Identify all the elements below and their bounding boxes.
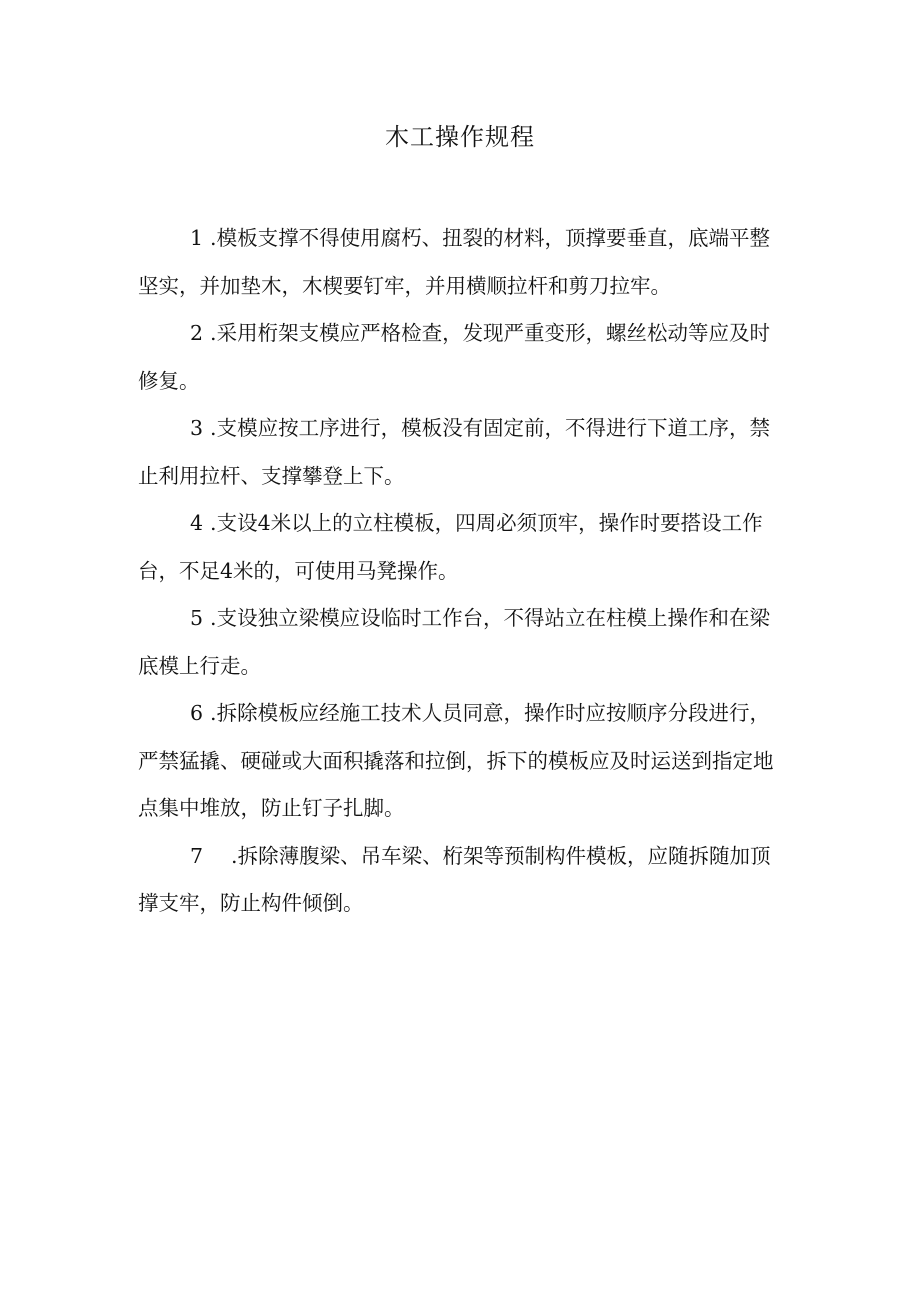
rule-item-4 [138,500,788,595]
rule-number: 7 [190,843,204,868]
rule-item-6 [138,690,788,833]
rule-number: 2 [190,321,204,345]
rule-text: .拆除模板应经施工技术人员同意，操作时应按顺序分段进行，严禁猛撬、硬碰或大面积撬落和拉倒，拆下的模板应及时运送到指定地点集中堆放，防止钉子扎脚。 [138,701,774,820]
rule-item-5 [138,595,788,690]
rule-number: 3 [190,416,204,440]
rule-number: 4 [190,511,204,535]
document-title: 木工操作规程 [385,123,535,151]
rule-item-1 [138,215,788,310]
rule-item-3 [138,405,788,500]
rule-number: 1 [190,226,204,250]
rule-item-7 [138,833,788,928]
rule-text: .模板支撑不得使用腐朽、扭裂的材料，顶撑要垂直，底端平整坚实，并加垫木，木楔要钉牢，并用横顺拉杆和剪刀拉牢。 [138,226,771,298]
document-body [138,215,788,928]
rule-text: .支设独立梁模应设临时工作台，不得站立在柱模上操作和在梁底模上行走。 [138,606,771,678]
rule-text: .支模应按工序进行，模板没有固定前，不得进行下道工序，禁止利用拉杆、支撑攀登上下。 [138,416,771,488]
rule-number: 5 [190,606,204,630]
rule-item-2 [138,310,788,405]
rule-number: 6 [190,701,204,725]
rule-text: .支设4米以上的立柱模板，四周必须顶牢，操作时要搭设工作台，不足4米的，可使用马凳操作。 [138,511,763,583]
rule-text: .拆除薄腹梁、吊车梁、桁架等预制构件模板，应随拆随加顶撑支牢，防止构件倾倒。 [138,843,771,915]
rule-text: .采用桁架支模应严格检查，发现严重变形，螺丝松动等应及时修复。 [138,321,771,393]
